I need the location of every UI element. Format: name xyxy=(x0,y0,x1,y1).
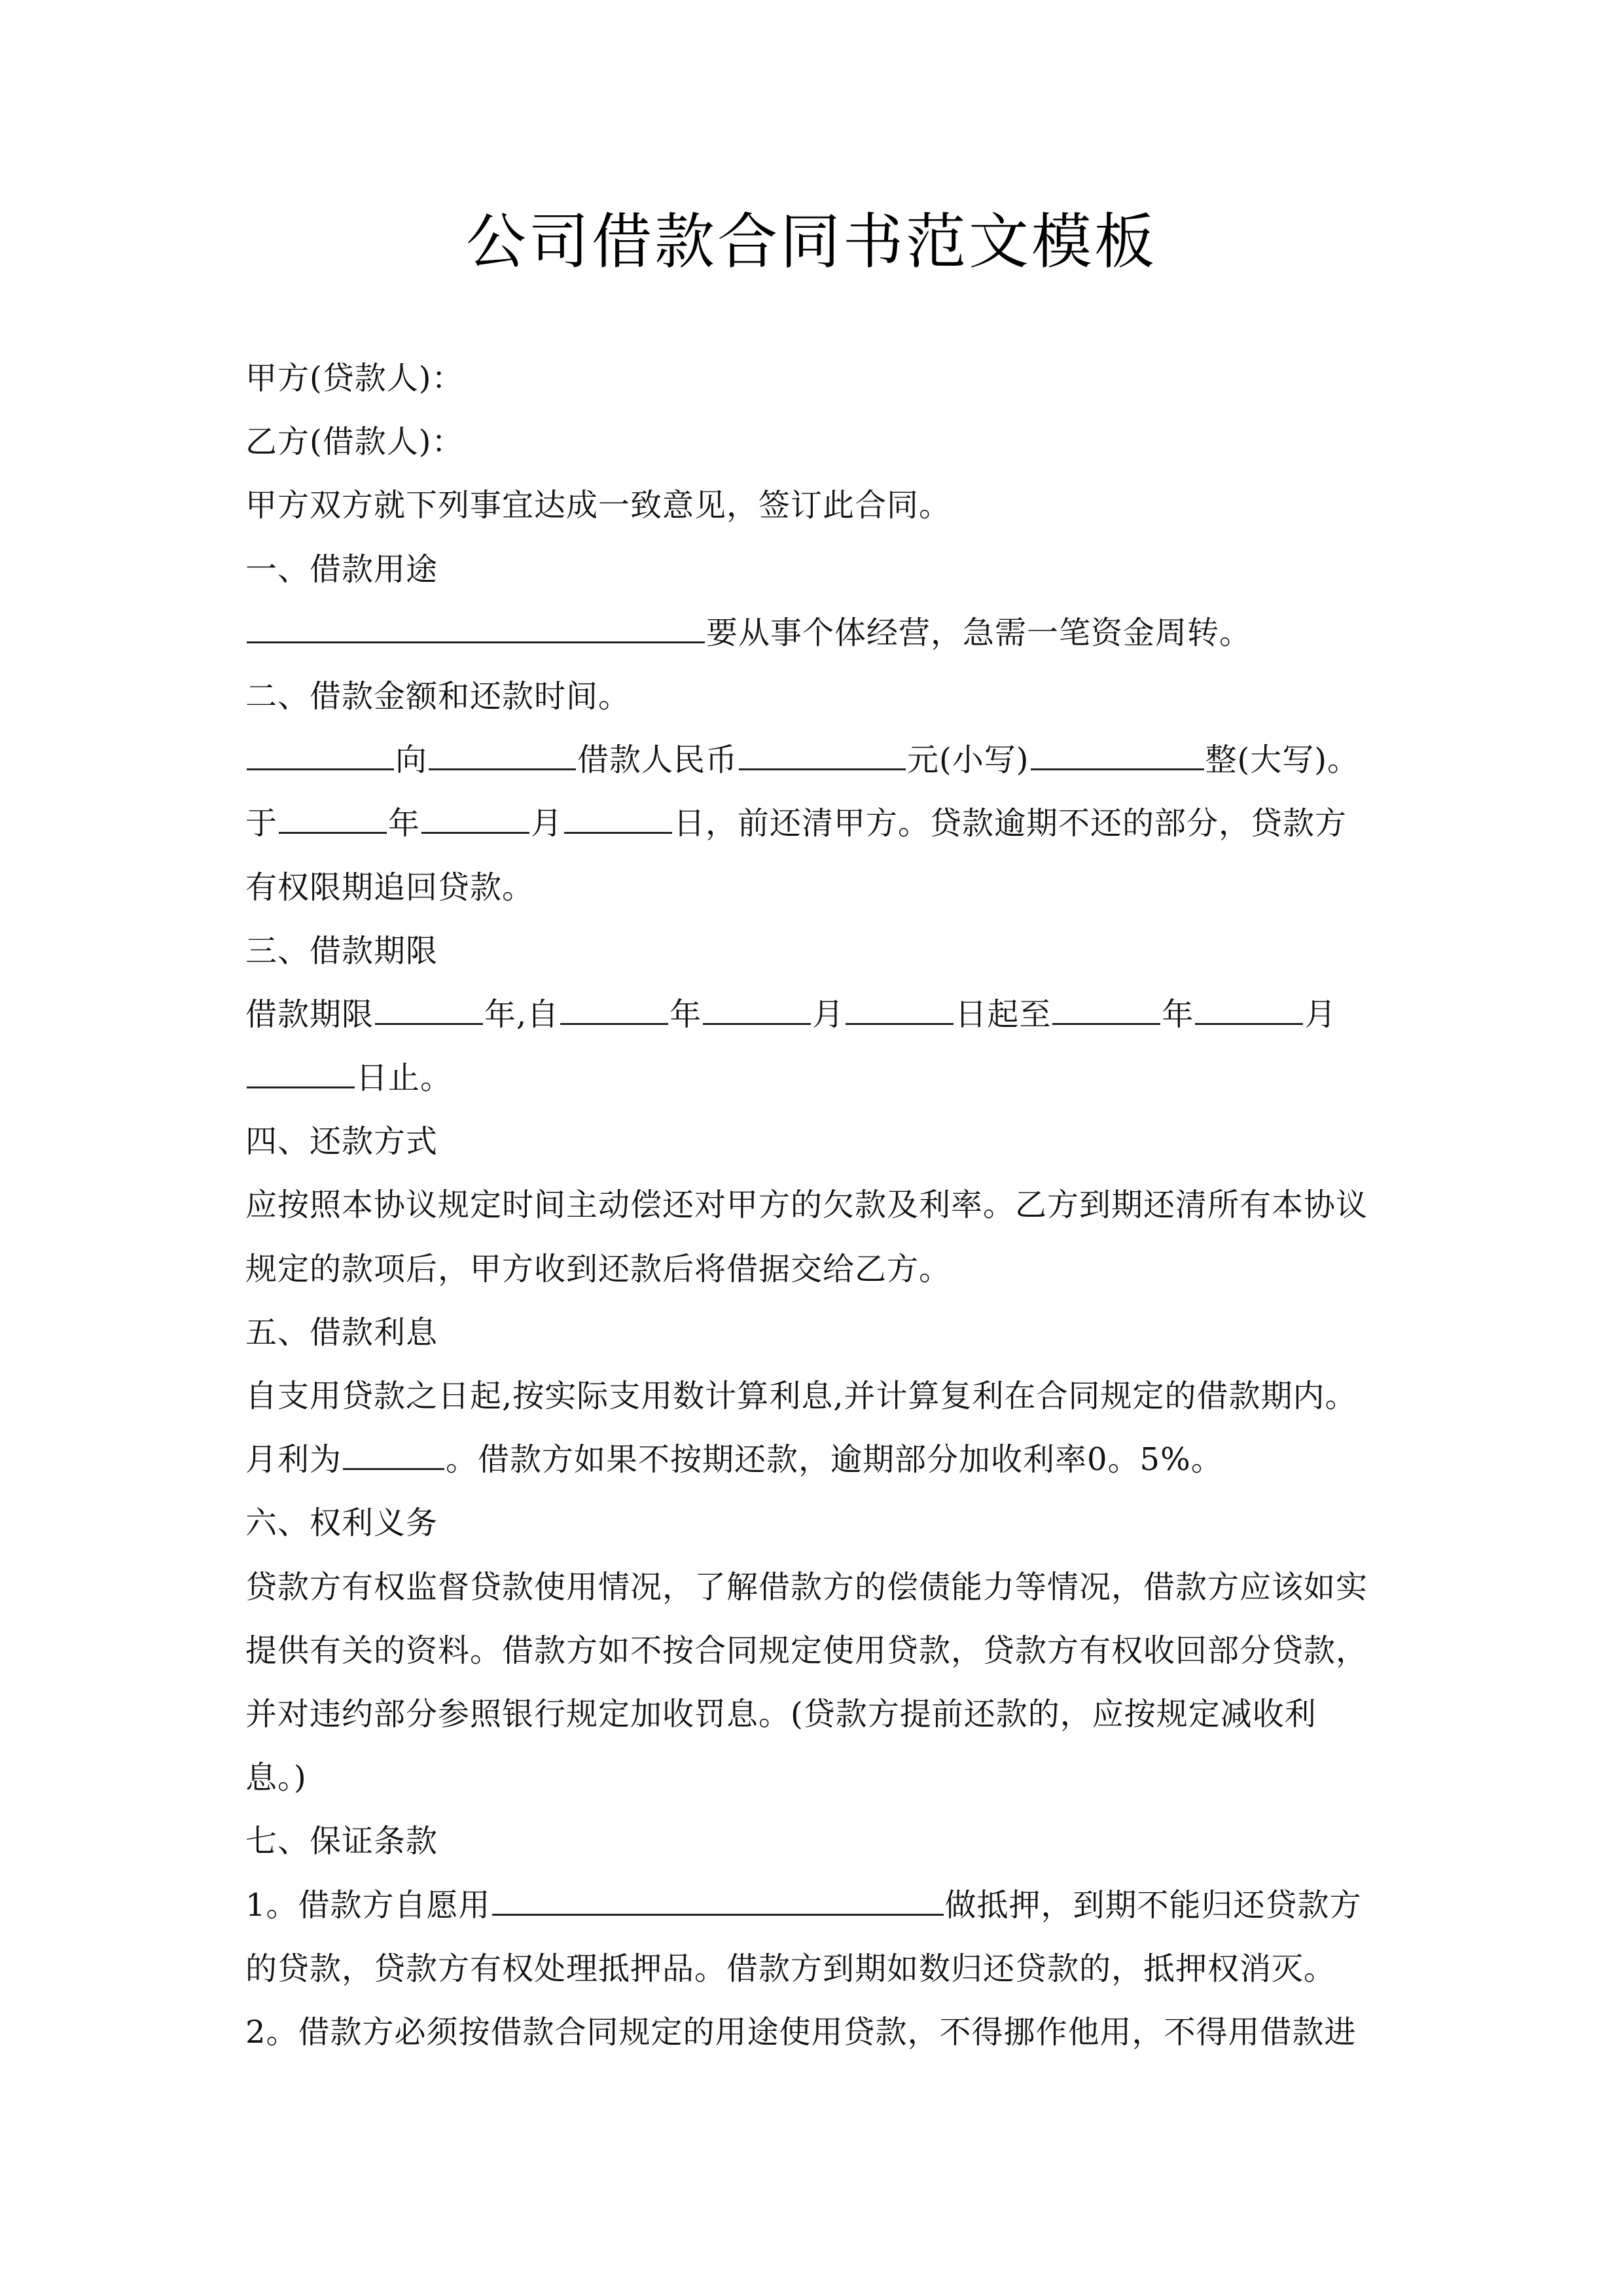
purpose-blank xyxy=(247,607,705,643)
day-blank xyxy=(564,798,672,834)
text-fragment: 日，前还清甲方。贷款逾期不还的部分，贷款方 xyxy=(673,805,1347,842)
section-5-line-2 xyxy=(245,1428,1443,1492)
text-fragment: 做抵押，到期不能归还贷款方 xyxy=(944,1886,1362,1924)
text-fragment: 月 xyxy=(531,805,563,842)
text-fragment: 1。借款方自愿用 xyxy=(245,1886,491,1924)
lender-blank xyxy=(247,734,394,770)
text-fragment: 。借款方如果不按期还款，逾期部分加收利率0。5%。 xyxy=(446,1441,1223,1479)
text-fragment: 元(小写) xyxy=(907,742,1029,779)
collateral-blank xyxy=(492,1880,944,1916)
end-day-blank xyxy=(247,1052,355,1088)
document-body xyxy=(245,347,1443,2064)
section-2-line-3: 有权限期追回贷款。 xyxy=(245,869,535,906)
section-6-line-2: 提供有关的资料。借款方如不按合同规定使用贷款，贷款方有权收回部分贷款， xyxy=(245,1632,1368,1669)
section-7-line-2: 的贷款，贷款方有权处理抵押品。借款方到期如数归还贷款的，抵押权消灭。 xyxy=(245,1950,1336,1987)
start-day-blank xyxy=(846,989,954,1025)
text-fragment: 月利为 xyxy=(245,1441,342,1479)
section-7-line-1 xyxy=(245,1874,1443,1937)
document-title: 公司借款合同书范文模板 xyxy=(465,207,1157,277)
section-3-line-1 xyxy=(245,983,1443,1047)
text-fragment: 月 xyxy=(812,996,845,1033)
section-3-heading: 三、借款期限 xyxy=(245,932,438,969)
month-blank xyxy=(421,798,529,834)
text-fragment: 借款期限 xyxy=(245,996,374,1033)
start-month-blank xyxy=(703,989,811,1025)
section-6-heading: 六、权利义务 xyxy=(245,1505,438,1542)
section-2-line-1 xyxy=(245,728,1443,792)
party-a-line: 甲方(贷款人)： xyxy=(245,360,464,397)
section-3-line-2 xyxy=(245,1047,1443,1110)
text-fragment: 向 xyxy=(395,742,428,779)
term-years-blank xyxy=(375,989,483,1025)
text-fragment: 年,自 xyxy=(484,996,560,1033)
section-4-line-2: 规定的款项后，甲方收到还款后将借据交给乙方。 xyxy=(245,1250,952,1287)
section-1-heading: 一、借款用途 xyxy=(245,550,438,588)
amount-uppercase-blank xyxy=(1031,734,1204,770)
monthly-rate-blank xyxy=(343,1434,444,1470)
section-7-heading: 七、保证条款 xyxy=(245,1823,438,1860)
end-month-blank xyxy=(1195,989,1303,1025)
section-5-line-1: 自支用贷款之日起,按实际支用数计算利息,并计算复利在合同规定的借款期内。 xyxy=(245,1378,1357,1414)
section-7-line-3: 2。借款方必须按借款合同规定的用途使用贷款，不得挪作他用，不得用借款进 xyxy=(245,2013,1357,2051)
section-2-heading: 二、借款金额和还款时间。 xyxy=(245,677,631,715)
text-fragment: 借款人民币 xyxy=(577,742,738,779)
text-fragment: 年 xyxy=(388,805,421,842)
borrower-blank xyxy=(429,734,576,770)
section-6-line-4: 息。) xyxy=(245,1759,307,1797)
section-1-text xyxy=(245,601,1443,665)
section-6-line-3: 并对违约部分参照银行规定加收罚息。(贷款方提前还款的，应按规定减收利 xyxy=(245,1695,1317,1732)
text-fragment: 整(大写)。 xyxy=(1205,742,1359,779)
section-5-heading: 五、借款利息 xyxy=(245,1314,438,1351)
text-fragment: 于 xyxy=(245,805,278,842)
text-fragment: 日止。 xyxy=(356,1060,453,1097)
section-6-line-1: 贷款方有权监督贷款使用情况，了解借款方的偿债能力等情况，借款方应该如实 xyxy=(245,1568,1368,1605)
text-fragment: 月 xyxy=(1304,996,1337,1033)
section-4-heading: 四、还款方式 xyxy=(245,1123,438,1160)
start-year-blank xyxy=(560,989,668,1025)
text-fragment: 日起至 xyxy=(955,996,1052,1033)
text-fragment: 年 xyxy=(669,996,702,1033)
amount-lowercase-blank xyxy=(739,734,906,770)
year-blank xyxy=(279,798,387,834)
party-b-line: 乙方(借款人)： xyxy=(245,423,464,461)
section-2-line-2 xyxy=(245,792,1443,855)
intro-line: 甲方双方就下列事宜达成一致意见，签订此合同。 xyxy=(245,487,952,524)
text-fragment: 年 xyxy=(1162,996,1194,1033)
section-1-text-content: 要从事个体经营，急需一笔资金周转。 xyxy=(706,614,1252,651)
section-4-line-1: 应按照本协议规定时间主动偿还对甲方的欠款及利率。乙方到期还清所有本协议 xyxy=(245,1187,1368,1224)
end-year-blank xyxy=(1052,989,1160,1025)
